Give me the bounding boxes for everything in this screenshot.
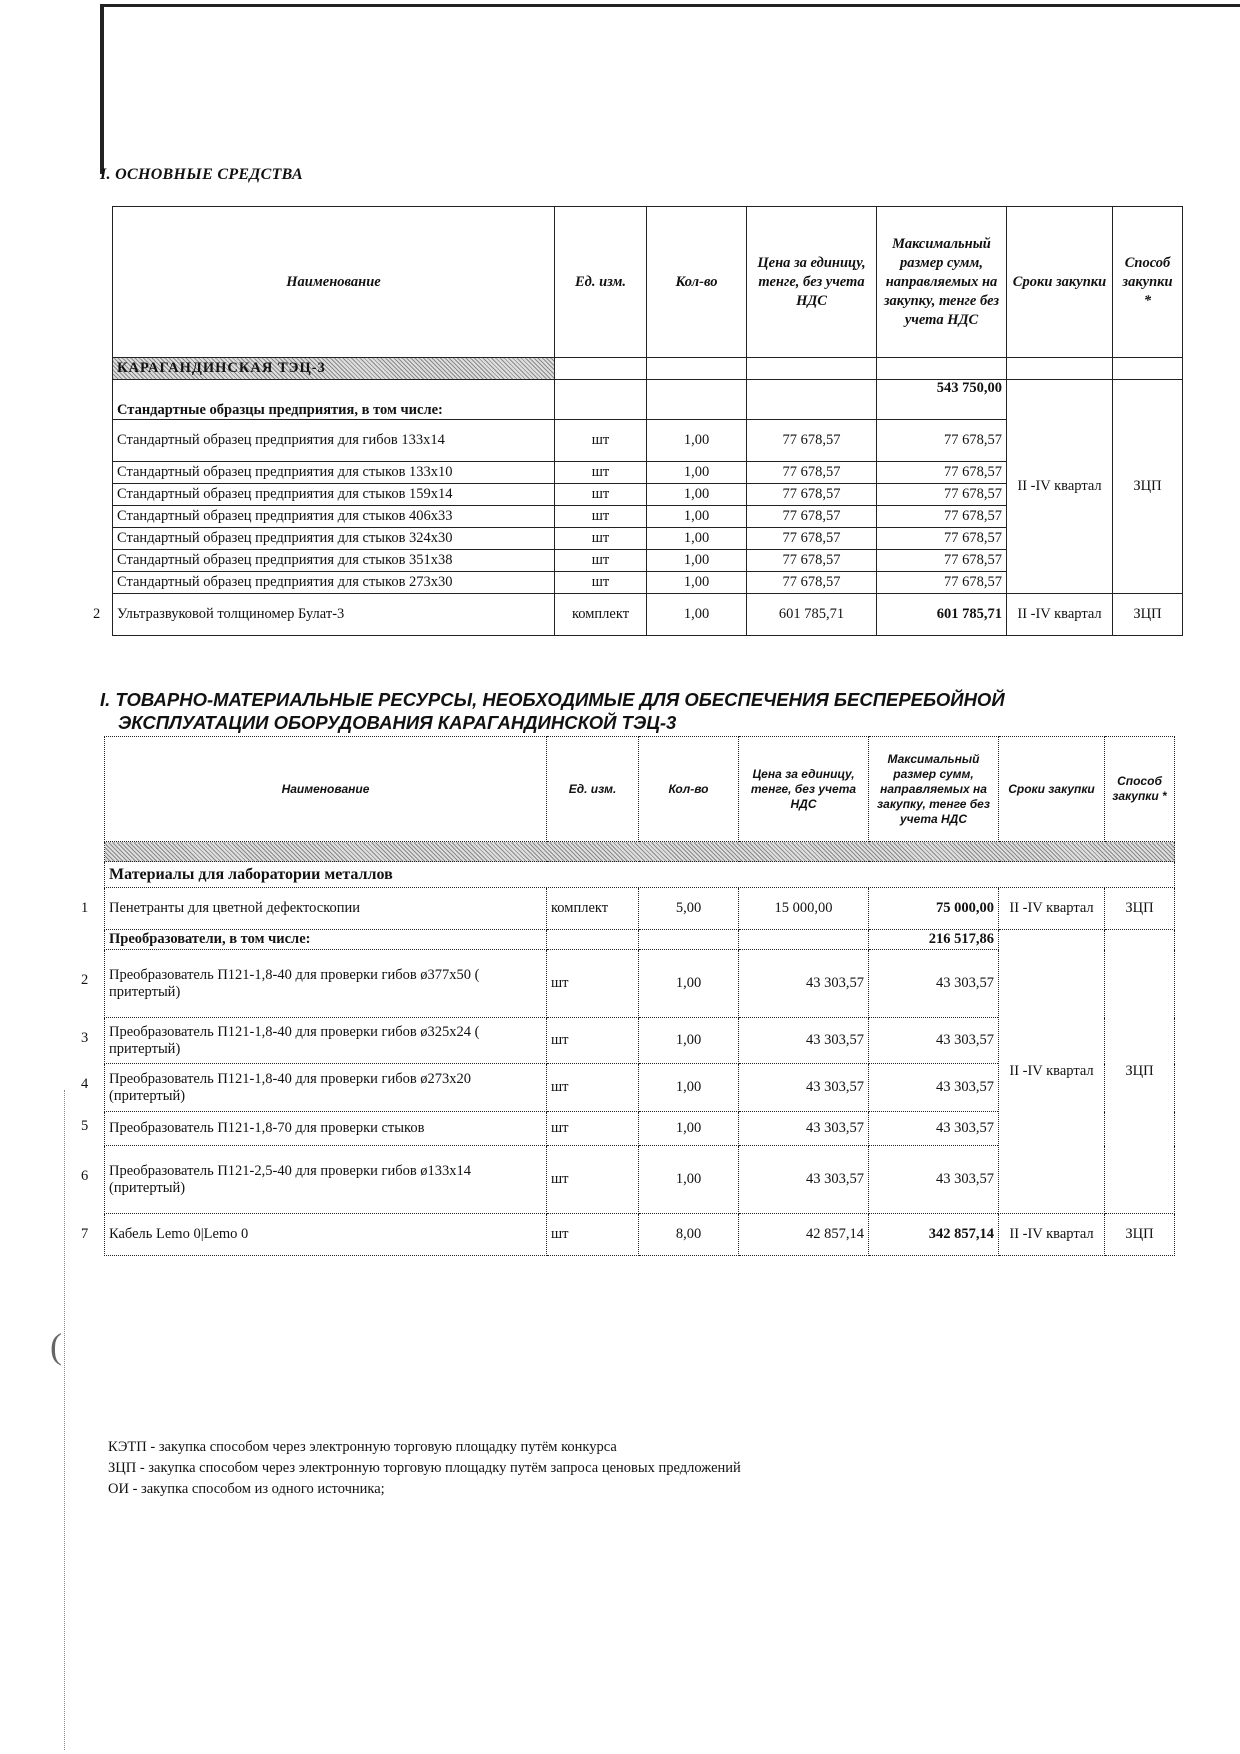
item-price: 77 678,57: [747, 550, 877, 572]
item-name-text: Преобразователь П121-1,8-70 для проверки стыков: [109, 1120, 425, 1136]
item-price: 43 303,57: [739, 1064, 869, 1112]
item-qty: 1,00: [639, 1064, 739, 1112]
item-name-text: Пенетранты для цветной дефектоскопии: [109, 900, 361, 916]
section2-title: [100, 688, 1100, 734]
item-sum: 43 303,57: [869, 1064, 999, 1112]
item-qty: 1,00: [639, 950, 739, 1018]
item-price: 77 678,57: [747, 528, 877, 550]
group-method: ЗЦП: [1105, 930, 1175, 1214]
header-price: Цена за единицу, тенге, без учета НДС: [747, 207, 877, 358]
item-price: 77 678,57: [747, 420, 877, 462]
item-qty: 1,00: [647, 594, 747, 636]
row-number: 3: [81, 1030, 89, 1046]
item-price: 43 303,57: [739, 950, 869, 1018]
item-qty: 1,00: [639, 1018, 739, 1064]
item-name: [81, 950, 547, 1018]
header-qty: Кол-во: [639, 737, 739, 842]
item-unit: шт: [547, 950, 639, 1018]
group-name: Стандартные образцы предприятия, в том числе:: [113, 380, 555, 420]
item-unit: шт: [555, 572, 647, 594]
group-row: [105, 930, 1175, 950]
item-sum: 77 678,57: [877, 506, 1007, 528]
item-sum: 43 303,57: [869, 1018, 999, 1064]
item-unit: шт: [547, 1018, 639, 1064]
item-unit: шт: [547, 1064, 639, 1112]
item-qty: 1,00: [639, 1146, 739, 1214]
row-number: 5: [81, 1118, 89, 1134]
item-qty: 1,00: [647, 550, 747, 572]
item-price: 77 678,57: [747, 572, 877, 594]
item-name: [81, 888, 547, 930]
item-price: 77 678,57: [747, 462, 877, 484]
item-qty: 1,00: [647, 506, 747, 528]
item-sum: 43 303,57: [869, 1112, 999, 1146]
item-name: [93, 594, 555, 636]
item-name: [81, 1112, 547, 1146]
item-method: ЗЦП: [1105, 888, 1175, 930]
item-unit: шт: [555, 484, 647, 506]
item-qty: 1,00: [647, 528, 747, 550]
item-unit: шт: [555, 550, 647, 572]
item-sum: 43 303,57: [869, 950, 999, 1018]
header-method: Способ закупки *: [1113, 207, 1183, 358]
scan-border-top: [100, 4, 1240, 17]
section2-title-line1: I. ТОВАРНО-МАТЕРИАЛЬНЫЕ РЕСУРСЫ, НЕОБХОДИМЫЕ ДЛЯ ОБЕСПЕЧЕНИЯ БЕСПЕРЕБОЙНОЙ: [100, 689, 1005, 710]
header-method: Способ закупки *: [1105, 737, 1175, 842]
table-row: [105, 888, 1175, 930]
item-unit: шт: [555, 528, 647, 550]
item-name: Стандартный образец предприятия для стыков 159х14: [113, 484, 555, 506]
item-name-text: Преобразователь П121-1,8-40 для проверки гибов ø377х50 ( притертый): [109, 966, 480, 1000]
fixed-assets-table: [93, 206, 1183, 636]
subhead: Материалы для лаборатории металлов: [105, 862, 1175, 888]
item-sum: 342 857,14: [869, 1214, 999, 1256]
item-qty: 1,00: [647, 484, 747, 506]
item-name-text: Преобразователь П121-1,8-40 для проверки гибов ø273х20 (притертый): [109, 1070, 472, 1104]
header-unit: Ед. изм.: [555, 207, 647, 358]
row-number: 6: [81, 1168, 89, 1184]
table-header-row: [113, 207, 1183, 358]
item-sum: 43 303,57: [869, 1146, 999, 1214]
row-number: 4: [81, 1076, 89, 1092]
item-unit: шт: [555, 462, 647, 484]
group-total: 543 750,00: [877, 380, 1007, 420]
item-name: [81, 1064, 547, 1112]
section2-title-line2: ЭКСПЛУАТАЦИИ ОБОРУДОВАНИЯ КАРАГАНДИНСКОЙ ТЭЦ-3: [118, 712, 677, 733]
item-unit: шт: [555, 420, 647, 462]
scan-mark: (: [50, 1326, 62, 1366]
item-name-text: Ультразвуковой толщиномер Булат-3: [117, 606, 345, 622]
item-name: Стандартный образец предприятия для стыков 273х30: [113, 572, 555, 594]
header-term: Сроки закупки: [1007, 207, 1113, 358]
item-sum: 77 678,57: [877, 550, 1007, 572]
header-qty: Кол-во: [647, 207, 747, 358]
item-name-text: Преобразователь П121-2,5-40 для проверки гибов ø133х14 (притертый): [109, 1162, 472, 1196]
item-name: Стандартный образец предприятия для стыков 133х10: [113, 462, 555, 484]
org-row: [113, 358, 1183, 380]
item-unit: шт: [547, 1146, 639, 1214]
legend-item: КЭТП - закупка способом через электронную торговую площадку путём конкурса: [108, 1439, 617, 1455]
group-row: [113, 380, 1183, 420]
row-number: 2: [93, 606, 101, 622]
header-max-sum: Максимальный размер сумм, направляемых на закупку, тенге без учета НДС: [869, 737, 999, 842]
item-price: 43 303,57: [739, 1112, 869, 1146]
group-term: II -IV квартал: [999, 930, 1105, 1214]
item-price: 601 785,71: [747, 594, 877, 636]
item-qty: 1,00: [639, 1112, 739, 1146]
item-term: II -IV квартал: [999, 1214, 1105, 1256]
item-price: 15 000,00: [739, 888, 869, 930]
header-max-sum: Максимальный размер сумм, направляемых на закупку, тенге без учета НДС: [877, 207, 1007, 358]
item-sum: 77 678,57: [877, 528, 1007, 550]
row-number: 7: [81, 1226, 89, 1242]
item-sum: 75 000,00: [869, 888, 999, 930]
item-name: [81, 1214, 547, 1256]
item-unit: шт: [555, 506, 647, 528]
group-method: ЗЦП: [1113, 380, 1183, 594]
scan-edge-line: [64, 1090, 65, 1750]
item-sum: 77 678,57: [877, 484, 1007, 506]
item-sum: 77 678,57: [877, 462, 1007, 484]
item-name: Стандартный образец предприятия для стыков 351х38: [113, 550, 555, 572]
item-unit: комплект: [547, 888, 639, 930]
item-method: ЗЦП: [1105, 1214, 1175, 1256]
item-qty: 5,00: [639, 888, 739, 930]
header-price: Цена за единицу, тенге, без учета НДС: [739, 737, 869, 842]
item-name: Стандартный образец предприятия для стыков 406х33: [113, 506, 555, 528]
section1-title: I. ОСНОВНЫЕ СРЕДСТВА: [100, 166, 303, 183]
item-sum: 77 678,57: [877, 572, 1007, 594]
subhead-row: [105, 862, 1175, 888]
item-name: [81, 1146, 547, 1214]
table-row: [105, 1214, 1175, 1256]
scan-border-left: [100, 4, 104, 174]
item-price: 43 303,57: [739, 1146, 869, 1214]
header-name: Наименование: [105, 737, 547, 842]
item-name-text: Преобразователь П121-1,8-40 для проверки гибов ø325х24 ( притертый): [109, 1023, 480, 1057]
item-price: 42 857,14: [739, 1214, 869, 1256]
header-name: Наименование: [113, 207, 555, 358]
item-price: 77 678,57: [747, 484, 877, 506]
shaded-row: [105, 842, 1175, 862]
item-price: 77 678,57: [747, 506, 877, 528]
item-qty: 1,00: [647, 462, 747, 484]
item-price: 43 303,57: [739, 1018, 869, 1064]
legend-item: ЗЦП - закупка способом через электронную торговую площадку путём запроса ценовых предложений: [108, 1460, 741, 1476]
item-sum: 77 678,57: [877, 420, 1007, 462]
item-sum: 601 785,71: [877, 594, 1007, 636]
item-qty: 8,00: [639, 1214, 739, 1256]
table-header-row: [105, 737, 1175, 842]
table-row: [113, 594, 1183, 636]
item-name-text: Кабель Lemo 0|Lemo 0: [109, 1226, 249, 1242]
row-number: 2: [81, 972, 89, 988]
item-name: [81, 1018, 547, 1064]
item-unit: шт: [547, 1112, 639, 1146]
item-qty: 1,00: [647, 420, 747, 462]
legend-item: ОИ - закупка способом из одного источника;: [108, 1481, 385, 1497]
header-term: Сроки закупки: [999, 737, 1105, 842]
item-name: Стандартный образец предприятия для стыков 324х30: [113, 528, 555, 550]
item-term: II -IV квартал: [999, 888, 1105, 930]
item-unit: шт: [547, 1214, 639, 1256]
org-name: КАРАГАНДИНСКАЯ ТЭЦ-3: [113, 358, 555, 380]
materials-table: [81, 736, 1175, 1256]
group-total: 216 517,86: [869, 930, 999, 950]
item-name: Стандартный образец предприятия для гибов 133х14: [113, 420, 555, 462]
group-name: Преобразователи, в том числе:: [105, 930, 547, 950]
item-method: ЗЦП: [1113, 594, 1183, 636]
header-unit: Ед. изм.: [547, 737, 639, 842]
group-term: II -IV квартал: [1007, 380, 1113, 594]
item-term: II -IV квартал: [1007, 594, 1113, 636]
legend: [108, 1437, 741, 1500]
item-unit: комплект: [555, 594, 647, 636]
item-qty: 1,00: [647, 572, 747, 594]
row-number: 1: [81, 900, 89, 916]
